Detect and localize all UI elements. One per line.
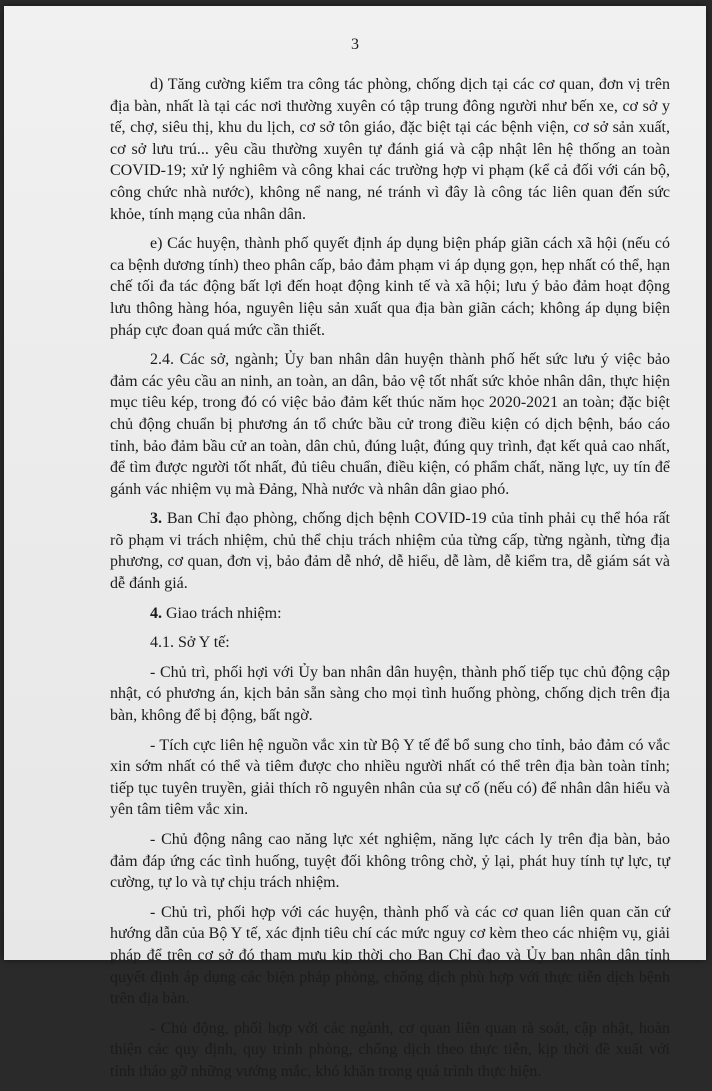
paragraph-4 <box>110 603 670 625</box>
bullet-5: - Chủ động, phối hợp với các ngành, cơ quan liên quan rà soát, cập nhật, hoàn thiện các quy định, quy trình phòng, chống dịch theo thực tiễn, kịp thời đề xuất với tỉnh tháo gỡ những vướng mắc, khó khăn trong quá trình thực hiện. <box>110 1019 670 1080</box>
paragraph-e: e) Các huyện, thành phố quyết định áp dụng biện pháp giãn cách xã hội (nếu có ca bệnh dương tính) theo phân cấp, bảo đảm phạm vi áp dụng gọn, hẹp nhất có thể, hạn chế tối đa tác động bất lợi đến hoạt động kinh tế và xã hội; lưu ý bảo đảm hoạt động lưu thông hàng hóa, nguyên liệu sản xuất qua địa bàn giãn cách; không áp dụng biện pháp cực đoan quá mức cần thiết. <box>110 235 670 339</box>
paragraph-2-4: 2.4. Các sở, ngành; Ủy ban nhân dân huyện thành phố hết sức lưu ý việc bảo đảm các yêu cầu an ninh, an toàn, an dân, bảo vệ tốt nhất sức khỏe nhân dân, thực hiện mục tiêu kép, trong đó có việc bảo đảm kết thúc năm học 2020-2021 an toàn; đặc biệt chủ động chuẩn bị phương án tổ chức bầu cử trong điều kiện có dịch bệnh, báo cáo tỉnh, bảo đảm bầu cử an toàn, dân chủ, đúng luật, đúng quy trình, đạt kết quả cao nhất, để tìm được người tốt nhất, đủ tiêu chuẩn, điều kiện, có phẩm chất, năng lực, uy tín để gánh vác nhiệm vụ mà Đảng, Nhà nước và nhân dân giao phó. <box>110 351 670 498</box>
paragraph-4-text: Giao trách nhiệm: <box>162 604 282 622</box>
paragraph-4-1: 4.1. Sở Y tế: <box>150 634 230 652</box>
paragraph-d: d) Tăng cường kiểm tra công tác phòng, chống dịch tại các cơ quan, đơn vị trên địa bàn, nhất là tại các nơi thường xuyên có tập trung đông người như bến xe, cơ sở y tế, chợ, siêu thị, khu du lịch, cơ sở tôn giáo, đặc biệt tại các bệnh viện, cơ sở sản xuất, cơ sở lưu trú... yêu cầu thường xuyên tự đánh giá và cập nhật lên hệ thống an toàn COVID-19; xử lý nghiêm và công khai các trường hợp vi phạm (kể cả đối với cán bộ, công chức nhà nước), không nể nang, né tránh vì đây là công tác liên quan đến sức khỏe, tính mạng của nhân dân. <box>110 76 670 223</box>
bullet-3: - Chủ động nâng cao năng lực xét nghiệm, năng lực cách ly trên địa bàn, bảo đảm đáp ứng các tình huống, tuyệt đối không trông chờ, ỷ lại, phát huy tính tự lực, tự cường, tự lo và tự chịu trách nhiệm. <box>110 831 670 892</box>
page-number: 3 <box>351 36 359 53</box>
bullet-1: - Chủ trì, phối hợi với Ủy ban nhân dân huyện, thành phố tiếp tục chủ động cập nhật, có phương án, kịch bản sẵn sàng cho mọi tình huống phòng, chống dịch trên địa bàn, không để bị động, bất ngờ. <box>110 663 670 725</box>
paragraph-3 <box>110 508 670 594</box>
document-body <box>110 74 670 1091</box>
paragraph-4-number: 4. <box>150 604 162 622</box>
document-page <box>4 6 706 1080</box>
bullet-2: - Tích cực liên hệ nguồn vắc xin từ Bộ Y tế để bổ sung cho tỉnh, bảo đảm có vắc xin sớm nhất có thể và tiêm được cho nhiều người nhất có thể trên địa bàn toàn tỉnh; tiếp tục tuyên truyền, giải thích rõ nguyên nhân của sự cố (nếu có) để nhân dân hiểu và yên tâm tiêm vắc xin. <box>110 736 670 819</box>
paragraph-3-text: Ban Chỉ đạo phòng, chống dịch bệnh COVID-19 của tỉnh phải cụ thể hóa rất rõ phạm vi trách nhiệm, chủ thể chịu trách nhiệm của từng cấp, từng ngành, từng địa phương, cơ quan, đơn vị, bảo đảm dễ nhớ, dễ hiểu, dễ làm, dễ kiểm tra, dễ giám sát và dễ đánh giá. <box>110 510 670 593</box>
bullet-4: - Chủ trì, phối hợp với các huyện, thành phố và các cơ quan liên quan căn cứ hướng dẫn của Bộ Y tế, xác định tiêu chí các mức nguy cơ kèm theo các nhiệm vụ, giải pháp để trên cơ sở đó tham mưu kịp thời cho Ban Chỉ đạo và Ủy ban nhân dân tỉnh quyết định áp dụng các biện pháp phòng, chống dịch phù hợp với thực tiễn dịch bệnh trên địa bàn. <box>110 903 670 1008</box>
paragraph-3-number: 3. <box>150 510 162 528</box>
